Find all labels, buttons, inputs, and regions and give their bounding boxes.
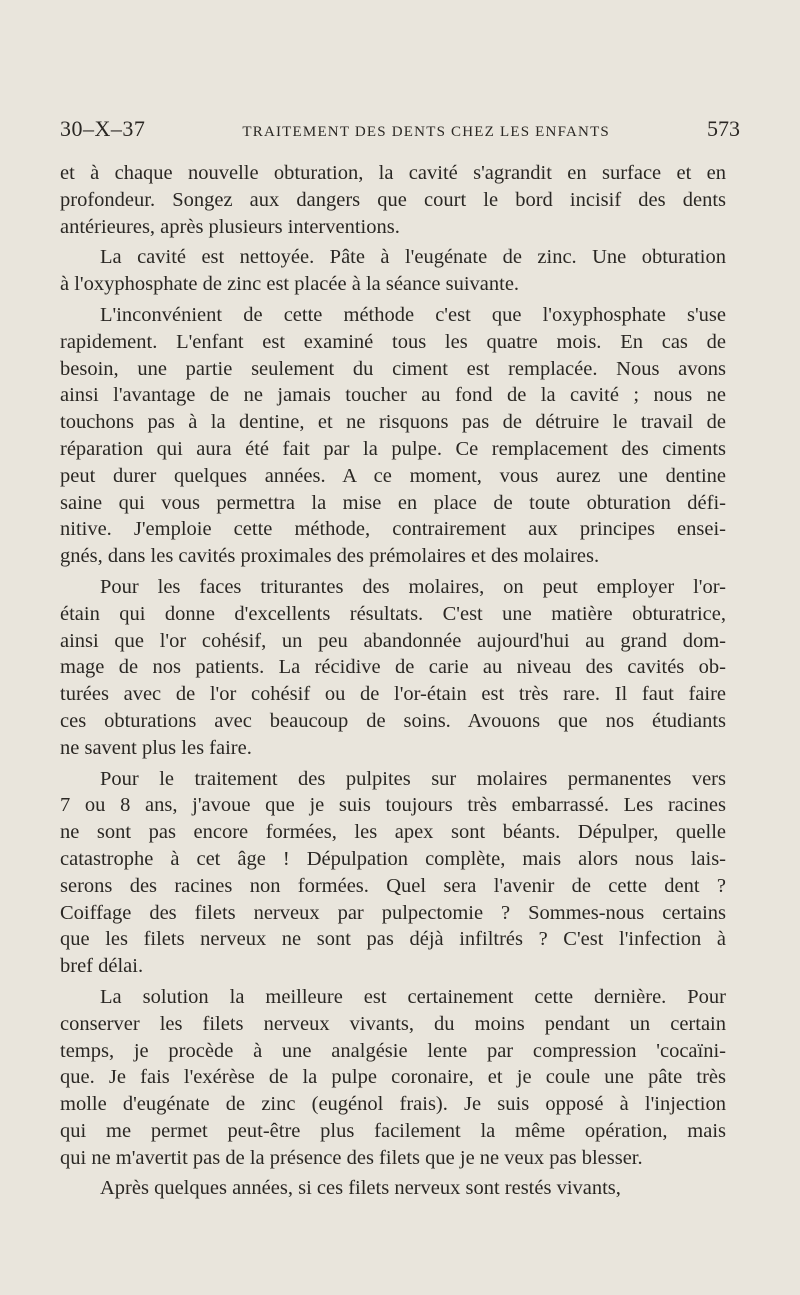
- text-line: catastrophe à cet âge ! Dépulpation complète, mais alors nous lais-: [60, 847, 726, 870]
- text-line: temps, je procède à une analgésie lente par compression 'cocaïni-: [60, 1039, 726, 1062]
- paragraph: [60, 766, 726, 980]
- text-line: mage de nos patients. La récidive de carie au niveau des cavités ob-: [60, 656, 726, 679]
- text-line: turées avec de l'or cohésif ou de l'or-étain est très rare. Il faut faire: [60, 683, 726, 706]
- text-line: Pour les faces triturantes des molaires, on peut employer l'or-: [100, 575, 726, 598]
- text-line: serons des racines non formées. Quel sera l'avenir de cette dent ?: [60, 874, 726, 897]
- text-line: antérieures, après plusieurs interventions.: [60, 215, 400, 238]
- text-line: profondeur. Songez aux dangers que court le bord incisif des dents: [60, 188, 726, 211]
- text-line: Pour le traitement des pulpites sur molaires permanentes vers: [100, 767, 726, 790]
- text-line: Après quelques années, si ces filets nerveux sont restés vivants,: [100, 1177, 621, 1200]
- header-date: 30–X–37: [60, 116, 146, 141]
- text-line: La solution la meilleure est certainement cette dernière. Pour: [100, 985, 726, 1008]
- text-line: à l'oxyphosphate de zinc est placée à la séance suivante.: [60, 273, 520, 296]
- body-text: [60, 160, 726, 1206]
- text-line: gnés, dans les cavités proximales des prémolaires et des molaires.: [60, 545, 600, 568]
- header-title: TRAITEMENT DES DENTS CHEZ LES ENFANTS: [242, 124, 610, 140]
- text-line: Coiffage des filets nerveux par pulpectomie ? Sommes-nous certains: [60, 901, 726, 924]
- text-line: saine qui vous permettra la mise en place de toute obturation défi-: [60, 491, 726, 514]
- text-line: nitive. J'emploie cette méthode, contrairement aux principes ensei-: [60, 518, 726, 541]
- text-line: bref délai.: [60, 955, 144, 978]
- text-line: ainsi que l'or cohésif, un peu abandonnée aujourd'hui au grand dom-: [60, 629, 726, 652]
- page-number: 573: [706, 116, 740, 141]
- paragraph: [60, 984, 726, 1172]
- paragraph: [60, 244, 726, 298]
- text-line: rapidement. L'enfant est examiné tous les quatre mois. En cas de: [60, 330, 726, 353]
- text-line: que les filets nerveux ne sont pas déjà infiltrés ? C'est l'infection à: [60, 928, 726, 951]
- text-line: réparation qui aura été fait par la pulpe. Ce remplacement des ciments: [60, 437, 726, 460]
- text-line: L'inconvénient de cette méthode c'est que l'oxyphosphate s'use: [100, 303, 726, 326]
- paragraph: [60, 160, 726, 240]
- text-line: La cavité est nettoyée. Pâte à l'eugénate de zinc. Une obturation: [100, 246, 726, 269]
- text-line: qui ne m'avertit pas de la présence des filets que je ne veux pas blesser.: [60, 1146, 643, 1169]
- text-line: touchons pas à la dentine, et ne risquons pas de détruire le travail de: [60, 411, 726, 434]
- paragraph: [60, 1175, 726, 1202]
- paragraph: [60, 302, 726, 570]
- text-line: 7 ou 8 ans, j'avoue que je suis toujours très embarrassé. Les racines: [60, 794, 726, 817]
- text-line: molle d'eugénate de zinc (eugénol frais). Je suis opposé à l'injection: [60, 1093, 726, 1116]
- text-line: peut durer quelques années. A ce moment, vous aurez une dentine: [60, 464, 726, 487]
- text-line: que. Je fais l'exérèse de la pulpe coronaire, et je coule une pâte très: [60, 1066, 726, 1089]
- running-header: [60, 116, 740, 142]
- text-line: et à chaque nouvelle obturation, la cavité s'agrandit en surface et en: [60, 162, 726, 184]
- text-line: ces obturations avec beaucoup de soins. Avouons que nos étudiants: [60, 709, 726, 732]
- text-line: conserver les filets nerveux vivants, du moins pendant un certain: [60, 1012, 726, 1035]
- text-line: étain qui donne d'excellents résultats. C'est une matière obturatrice,: [60, 602, 726, 625]
- text-line: besoin, une partie seulement du ciment est remplacée. Nous avons: [60, 357, 726, 380]
- text-line: ne savent plus les faire.: [60, 736, 252, 759]
- text-line: qui me permet peut-être plus facilement la même opération, mais: [60, 1119, 726, 1142]
- text-line: ainsi l'avantage de ne jamais toucher au fond de la cavité ; nous ne: [60, 384, 726, 407]
- paragraph: [60, 574, 726, 762]
- text-line: ne sont pas encore formées, les apex sont béants. Dépulper, quelle: [60, 821, 726, 844]
